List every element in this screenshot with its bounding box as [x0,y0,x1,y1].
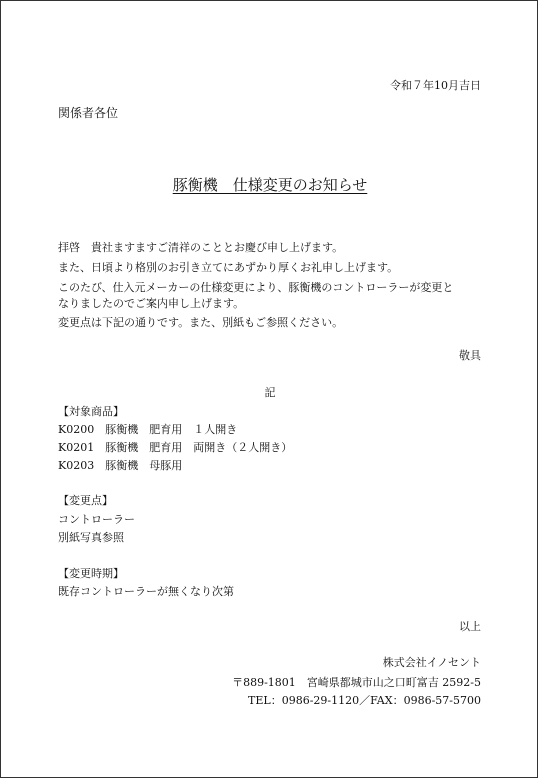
product-item: K0200 豚衡機 肥育用 １人開き [58,423,238,436]
document-date: 令和７年10月吉日 [390,79,481,92]
closing-ijo: 以上 [459,620,481,633]
product-item: K0203 豚衡機 母豚用 [58,459,183,472]
company-address: 〒889-1801 宮崎県都城市山之口町富吉 2592-5 [232,676,481,689]
product-item: K0201 豚衡機 肥育用 両開き（２人開き） [58,441,293,454]
document-title-text: 豚衡機 仕様変更のお知らせ [172,176,368,194]
products-heading: 【対象商品】 [58,405,124,418]
changes-heading: 【変更点】 [58,494,113,507]
company-contact: TEL：0986-29-1120／FAX：0986-57-5700 [248,694,481,707]
body-line: このたび、仕入元メーカーの仕様変更により、豚衡機のコントローラーが変更と [58,281,454,294]
company-name: 株式会社イノセント [382,656,481,669]
timing-heading: 【変更時期】 [58,567,124,580]
ki-marker: 記 [264,386,276,399]
timing-item: 既存コントローラーが無くなり次第 [58,585,234,598]
body-line: また、日頃より格別のお引き立てにあずかり厚くお礼申し上げます。 [58,261,399,274]
change-item: コントローラー [58,513,135,526]
addressee: 関係者各位 [58,106,119,120]
closing-keigu: 敬具 [459,349,481,362]
change-item: 別紙写真参照 [58,531,124,544]
body-line: 変更点は下記の通りです。また、別紙もご参照ください。 [58,316,344,329]
body-line: なりましたのでご案内申し上げます。 [58,297,245,310]
body-line: 拝啓 貴社ますますご清祥のこととお慶び申し上げます。 [58,241,344,254]
document-title [1,174,538,195]
